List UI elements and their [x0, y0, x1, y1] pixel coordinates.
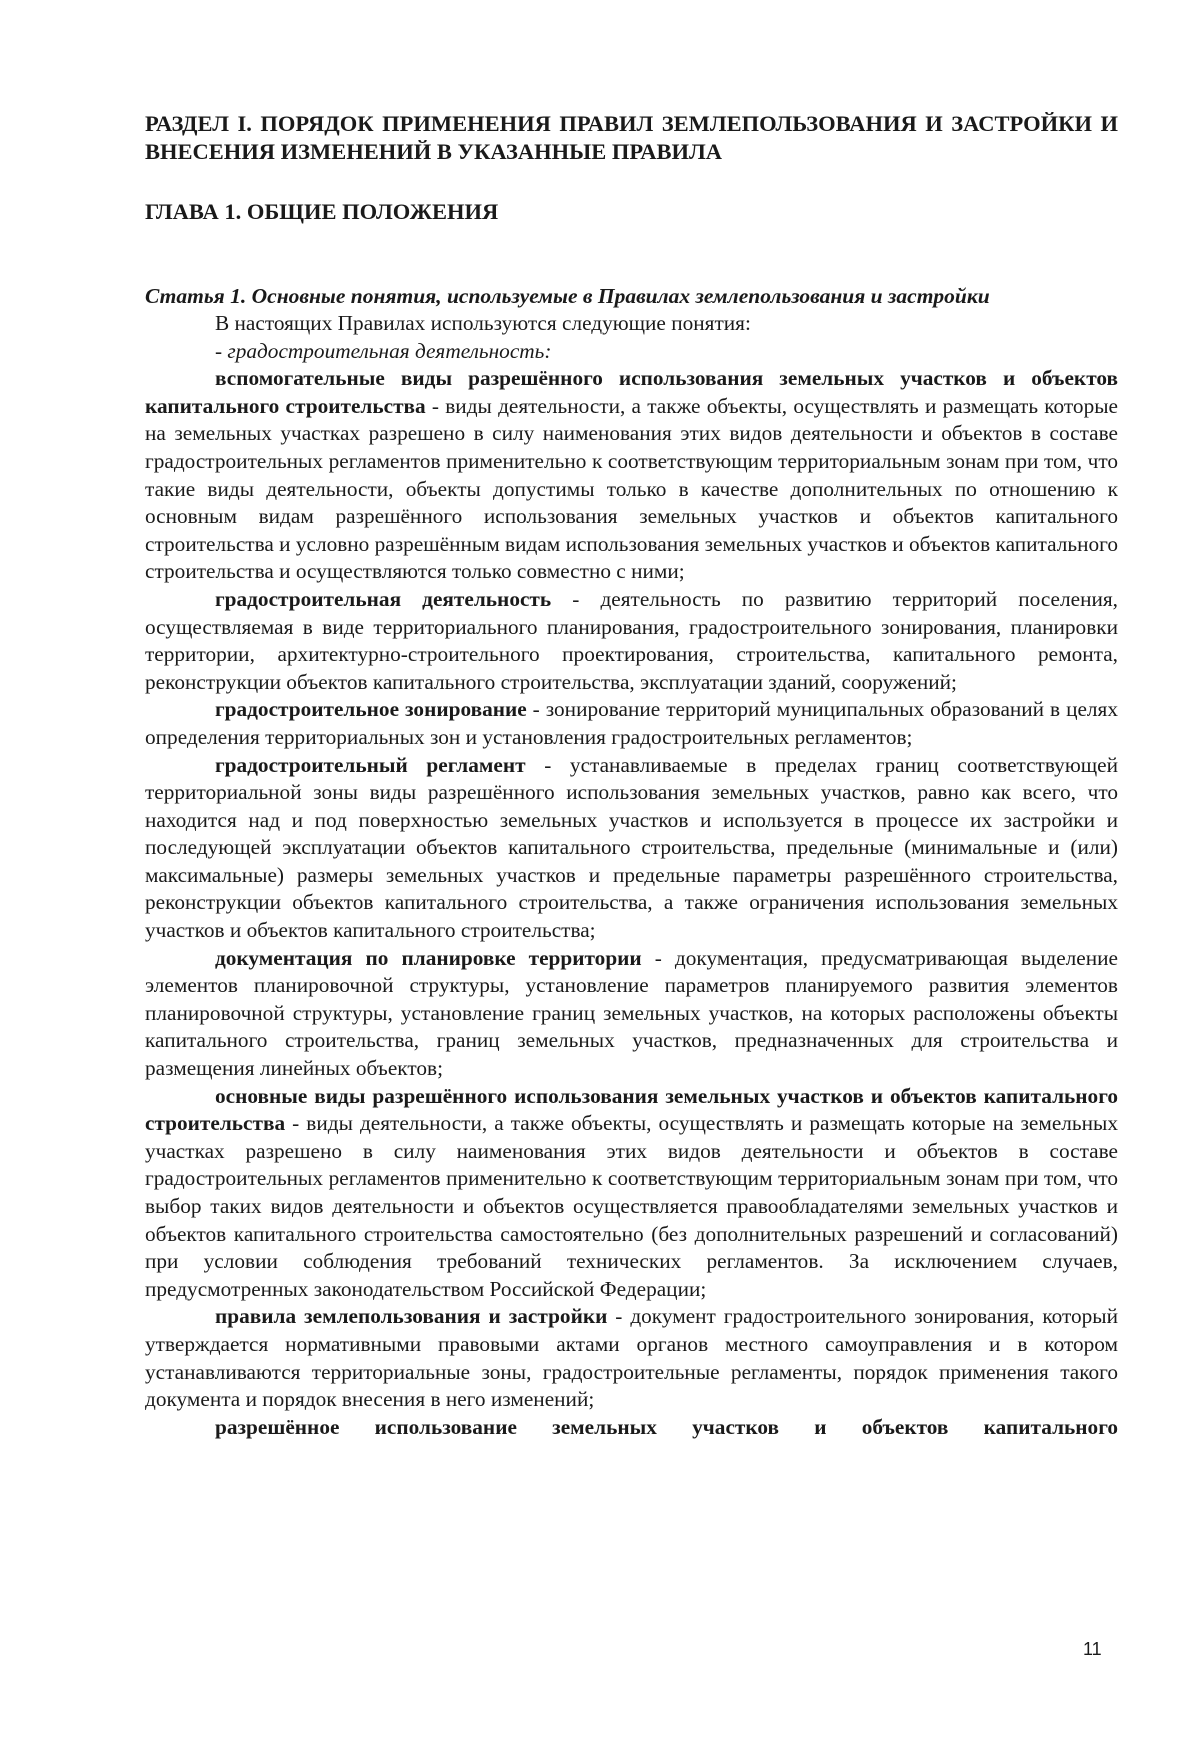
definition-paragraph: [145, 752, 1118, 945]
definition-term: разрешённое использование земельных участков и объектов капитального: [215, 1414, 1118, 1439]
definition-term: основные виды разрешённого использования земельных участков и объектов капитального строительства: [145, 1083, 1118, 1136]
definition-term: градостроительное зонирование: [215, 697, 527, 722]
section-title: РАЗДЕЛ I. ПОРЯДОК ПРИМЕНЕНИЯ ПРАВИЛ ЗЕМЛЕПОЛЬЗОВАНИЯ И ЗАСТРОЙКИ И ВНЕСЕНИЯ ИЗМЕНЕНИЙ В УКАЗАННЫЕ ПРАВИЛА: [145, 111, 1118, 164]
definition-term: градостроительный регламент: [215, 752, 526, 777]
definition-paragraph: [145, 945, 1118, 1083]
definition-term: градостроительная деятельность: [215, 586, 552, 611]
definition-text: - устанавливаемые в пределах границ соответствующей территориальной зоны виды разрешённого использования земельных участков, равно как всего, что находится над и под поверхностью земельных участков и используется в процессе их застройки и последующей эксплуатации объектов капитального строительства, предельные (минимальные и (или) максимальные) размеры земельных участков и предельные параметры разрешённого строительства, реконструкции объектов капитального строительства, а также ограничения использования земельных участков и объектов капитального строительства;: [145, 752, 1118, 943]
document-page: [145, 110, 1118, 1441]
definition-paragraph: [145, 1083, 1118, 1304]
definition-term: правила землепользования и застройки: [215, 1304, 608, 1329]
definition-paragraph: [145, 365, 1118, 586]
chapter-title: ГЛАВА 1. ОБЩИЕ ПОЛОЖЕНИЯ: [145, 199, 499, 224]
definition-term: документация по планировке территории: [215, 945, 642, 970]
definition-text: - виды деятельности, а также объекты, осуществлять и размещать которые на земельных участках разрешено в силу наименования этих видов деятельности и объектов в составе градостроительных регламентов применительно к соответствующим территориальным зонам при том, что такие виды деятельности, объекты допустимы только в качестве дополнительных по отношению к основным видам разрешённого использования земельных участков и объектов капитального строительства и условно разрешённым видам использования земельных участков и объектов капитального строительства и осуществляются только совместно с ними;: [145, 393, 1118, 584]
article-subheading-text: - градостроительная деятельность:: [215, 338, 552, 363]
definition-paragraph: [145, 586, 1118, 696]
definition-paragraph: [145, 1414, 1118, 1442]
definition-paragraph: [145, 696, 1118, 751]
article-subheading: [145, 338, 1118, 366]
article-intro: [145, 310, 1118, 338]
article-title: Статья 1. Основные понятия, используемые в Правилах землепользования и застройки: [145, 284, 990, 308]
page-number: 11: [1083, 1639, 1102, 1659]
article-intro-text: В настоящих Правилах используются следующие понятия:: [215, 311, 751, 335]
definition-text: - документация, предусматривающая выделение элементов планировочной структуры, установление параметров планируемого развития элементов планировочной структуры, установление границ земельных участков, на которых расположены объекты капитального строительства, границ земельных участков, предназначенных для строительства и размещения линейных объектов;: [145, 945, 1118, 1081]
definition-text: - деятельность по развитию территорий поселения, осуществляемая в виде территориального планирования, градостроительного зонирования, планировки территории, архитектурно-строительного проектирования, строительства, капитального ремонта, реконструкции объектов капитального строительства, эксплуатации зданий, сооружений;: [145, 586, 1118, 694]
definition-term: вспомогательные виды разрешённого использования земельных участков и объектов капитального строительства: [145, 366, 1118, 418]
definition-text: - зонирование территорий муниципальных образований в целях определения территориальных зон и установления градостроительных регламентов;: [145, 697, 1118, 749]
definition-text: - виды деятельности, а также объекты, осуществлять и размещать которые на земельных участках разрешено в силу наименования этих видов деятельности и объектов в составе градостроительных регламентов применительно к соответствующим территориальным зонам при том, что выбор таких видов деятельности и объектов осуществляется правообладателями земельных участков и объектов капитального строительства самостоятельно (без дополнительных разрешений и согласований) при условии соблюдения требований технических регламентов. За исключением случаев, предусмотренных законодательством Российской Федерации;: [145, 1111, 1118, 1301]
definition-text: - документ градостроительного зонирования, который утверждается нормативными правовыми актами органов местного самоуправления и в котором устанавливаются территориальные зоны, градостроительные регламенты, порядок применения такого документа и порядок внесения в него изменений;: [145, 1304, 1119, 1412]
definition-paragraph: [145, 1303, 1118, 1413]
